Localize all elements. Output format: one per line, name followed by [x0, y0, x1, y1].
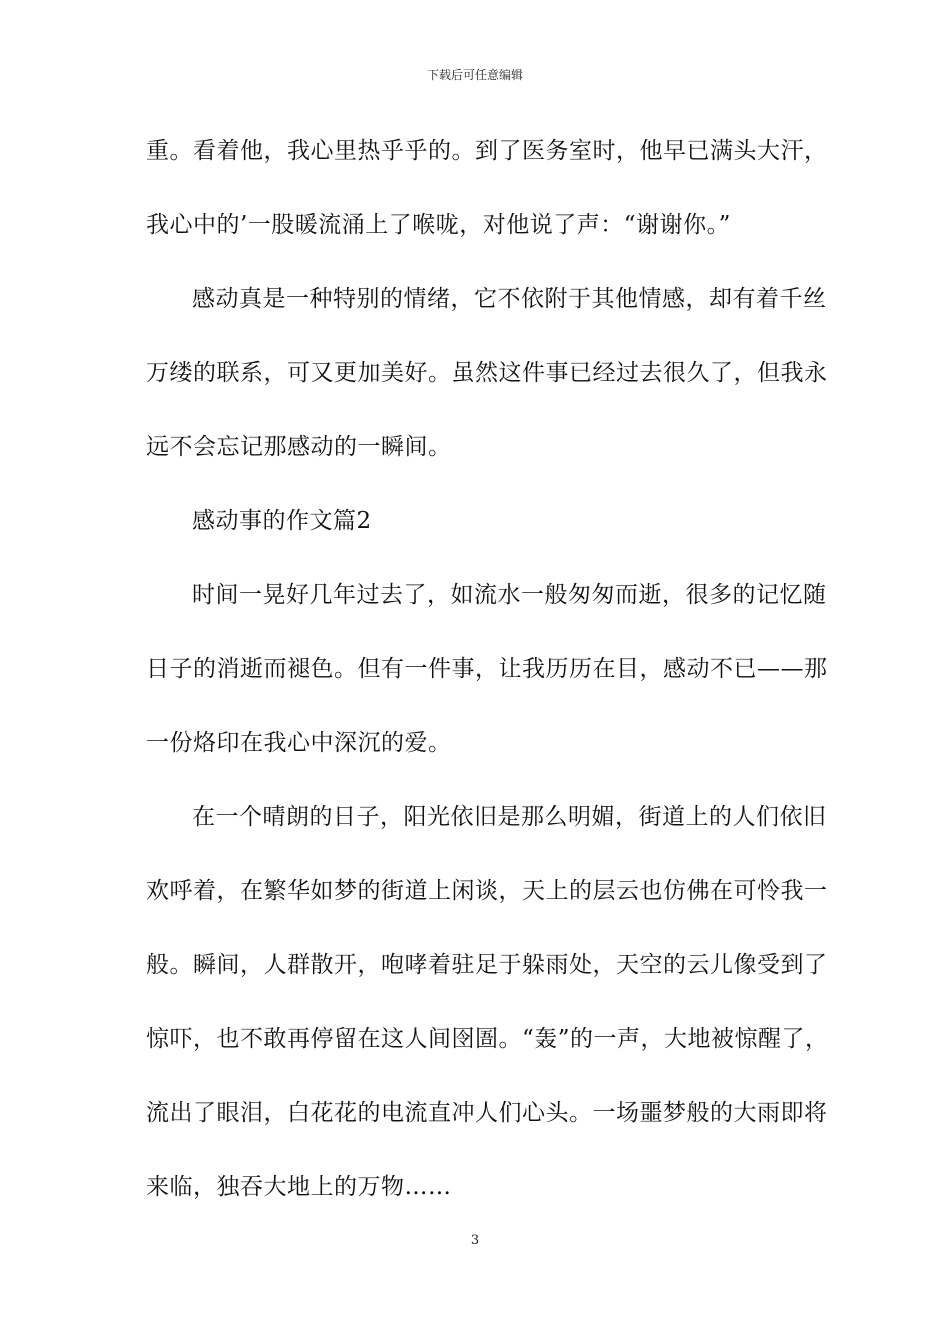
body-line: 欢呼着，在繁华如梦的街道上闲谈，天上的层云也仿佛在可怜我一	[146, 878, 828, 904]
body-line: 我心中的’一股暖流涌上了喉咙，对他说了声：“谢谢你。”	[146, 212, 731, 238]
body-line: 惊吓，也不敢再停留在这人间囹圄。“轰”的一声，大地被惊醒了，	[146, 1026, 829, 1052]
paragraph-first-line: 感动真是一种特别的情绪，它不依附于其他情感，却有着千丝	[192, 286, 827, 312]
body-line: 一份烙印在我心中深沉的爱。	[146, 730, 452, 756]
body-line: 来临，独吞大地上的万物……	[146, 1174, 452, 1200]
body-line: 万缕的联系，可又更加美好。虽然这件事已经过去很久了，但我永	[146, 360, 828, 386]
paragraph-first-line: 时间一晃好几年过去了，如流水一般匆匆而逝，很多的记忆随	[192, 582, 827, 608]
body-line: 日子的消逝而褪色。但有一件事，让我历历在目，感动不已——那	[146, 656, 828, 682]
body-line: 重。看着他，我心里热乎乎的。到了医务室时，他早已满头大汗，	[146, 138, 828, 164]
section-heading: 感动事的作文篇2	[192, 508, 372, 534]
body-line: 流出了眼泪，白花花的电流直冲人们心头。一场噩梦般的大雨即将	[146, 1100, 828, 1126]
page-number: 3	[470, 1233, 480, 1248]
paragraph-first-line: 在一个晴朗的日子，阳光依旧是那么明媚，街道上的人们依旧	[192, 804, 827, 830]
body-line: 般。瞬间，人群散开，咆哮着驻足于躲雨处，天空的云儿像受到了	[146, 952, 828, 978]
page-header: 下载后可任意编辑	[426, 68, 523, 82]
body-line: 远不会忘记那感动的一瞬间。	[146, 434, 452, 460]
